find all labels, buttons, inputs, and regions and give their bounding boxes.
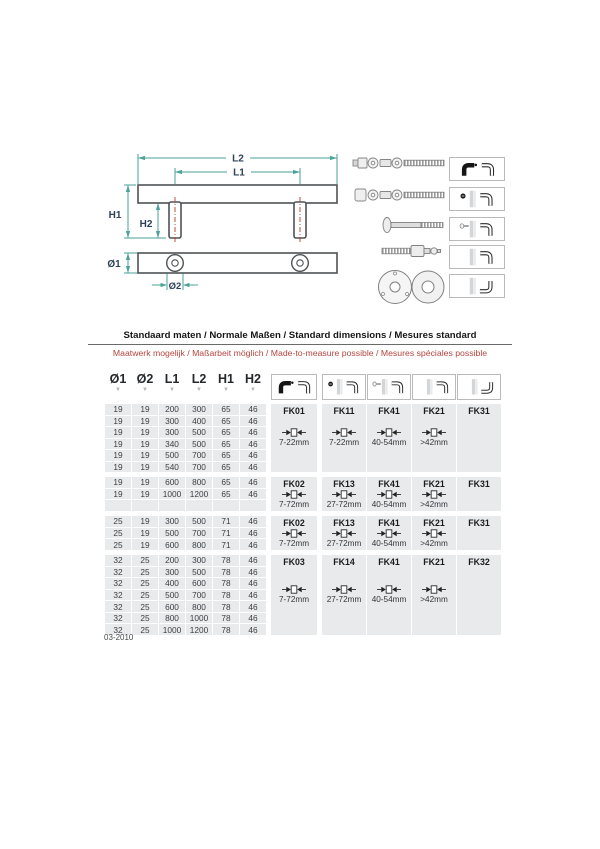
column-header-label: H1 <box>218 372 234 386</box>
table-cell: 19 <box>132 404 158 415</box>
table-cell: 1200 <box>186 489 212 500</box>
table-cell: 19 <box>132 427 158 438</box>
technical-drawing <box>100 140 350 310</box>
fk-mounting-cell <box>367 516 411 550</box>
table-cell: 46 <box>240 427 266 438</box>
door-thickness-icon <box>332 585 356 594</box>
fk-mounting-cell <box>412 477 456 511</box>
table-cell: 19 <box>132 439 158 450</box>
table-cell: 65 <box>213 439 239 450</box>
door-thickness-range: 40-54mm <box>371 595 407 604</box>
fk-code: FK13 <box>333 479 355 489</box>
table-cell: 46 <box>240 601 266 612</box>
table-cell: 46 <box>240 462 266 473</box>
fk-mounting-cell <box>412 516 456 550</box>
side-mounted-handle-icon <box>449 274 505 298</box>
fk-code: FK21 <box>423 518 445 528</box>
table-cell: 300 <box>159 516 185 527</box>
table-cell: 46 <box>240 624 266 635</box>
table-cell: 19 <box>105 439 131 450</box>
fk-mounting-cell <box>322 477 366 511</box>
table-cell: 25 <box>132 613 158 624</box>
table-cell: 25 <box>132 567 158 578</box>
fk-mounting-cell <box>271 555 317 635</box>
sort-triangle-icon: ▼ <box>142 387 148 393</box>
table-cell: 19 <box>105 450 131 461</box>
table-cell: 78 <box>213 578 239 589</box>
table-cell: 500 <box>159 528 185 539</box>
table-cell: 300 <box>186 555 212 566</box>
table-cell: 1000 <box>159 489 185 500</box>
door-thickness-range: 40-54mm <box>371 539 407 548</box>
fk-mounting-cell <box>412 404 456 472</box>
table-cell: 400 <box>186 416 212 427</box>
table-cell: 65 <box>213 404 239 415</box>
table-cell: 19 <box>132 489 158 500</box>
label-l1: L1 <box>233 167 245 179</box>
post-centerlines <box>175 197 300 244</box>
sort-triangle-icon: ▼ <box>196 387 202 393</box>
door-thickness-range: >42mm <box>420 438 448 447</box>
fk-mounting-cell <box>412 555 456 635</box>
table-cell: 19 <box>105 477 131 488</box>
column-header-label: Ø2 <box>136 372 154 386</box>
cap-nut-washers-sleeve-threaded-rod-icon <box>355 189 444 201</box>
sort-triangle-icon: ▼ <box>169 387 175 393</box>
table-cell: 46 <box>240 516 266 527</box>
table-cell: 19 <box>132 516 158 527</box>
fk-code: FK13 <box>333 518 355 528</box>
table-cell: 65 <box>213 416 239 427</box>
table-cell <box>159 500 185 511</box>
rosette-plates-icon <box>379 271 445 304</box>
table-cell: 65 <box>213 477 239 488</box>
fk-mounting-cell <box>367 404 411 472</box>
table-cell: 32 <box>105 590 131 601</box>
label-l2: L2 <box>232 153 244 165</box>
label-h2: H2 <box>139 219 153 230</box>
table-cell: 340 <box>159 439 185 450</box>
table-cell: 200 <box>159 404 185 415</box>
table-cell: 19 <box>105 404 131 415</box>
door-thickness-icon <box>422 428 446 437</box>
fastener-illustrations <box>352 145 448 307</box>
table-cell: 700 <box>186 528 212 539</box>
column-header <box>105 372 131 393</box>
table-cell: 46 <box>240 528 266 539</box>
door-thickness-icon <box>282 529 306 538</box>
table-cell: 65 <box>213 462 239 473</box>
label-h1: H1 <box>108 210 122 221</box>
label-d1: Ø1 <box>107 259 121 270</box>
threaded-rod-with-coupler-icon <box>382 246 441 257</box>
table-cell: 200 <box>159 555 185 566</box>
fk-code: FK41 <box>378 406 400 416</box>
door-handle-icon <box>412 374 456 400</box>
table-cell: 25 <box>105 516 131 527</box>
fk-mounting-cell <box>457 477 501 511</box>
fk-code: FK21 <box>423 406 445 416</box>
table-cell: 800 <box>186 601 212 612</box>
column-header <box>213 372 239 393</box>
edition-code: 03-2010 <box>104 633 134 642</box>
table-cell <box>186 500 212 511</box>
table-cell: 32 <box>105 555 131 566</box>
table-cell: 19 <box>132 528 158 539</box>
door-thickness-icon <box>422 585 446 594</box>
column-header <box>186 372 212 393</box>
door-thickness-range: 40-54mm <box>371 500 407 509</box>
fk-code: FK32 <box>468 557 490 567</box>
screw-head-door-handle-icon <box>449 187 505 211</box>
table-cell: 78 <box>213 613 239 624</box>
table-cell: 46 <box>240 578 266 589</box>
column-header-label: L2 <box>191 372 207 386</box>
table-cell: 65 <box>213 450 239 461</box>
table-cell: 1000 <box>186 613 212 624</box>
fk-mounting-cell <box>457 555 501 635</box>
fk-mounting-cell <box>271 477 317 511</box>
table-cell: 19 <box>132 450 158 461</box>
table-cell: 65 <box>213 427 239 438</box>
table-cell: 25 <box>132 578 158 589</box>
fk-code: FK41 <box>378 479 400 489</box>
table-cell: 25 <box>132 555 158 566</box>
table-cell: 1200 <box>186 624 212 635</box>
door-thickness-icon <box>282 428 306 437</box>
table-cell: 32 <box>105 624 131 635</box>
fk-mounting-cell <box>322 555 366 635</box>
table-cell: 46 <box>240 416 266 427</box>
door-thickness-icon <box>282 490 306 499</box>
fk-code: FK03 <box>283 557 305 567</box>
table-cell: 800 <box>159 613 185 624</box>
table-cell <box>240 500 266 511</box>
column-header-label: H2 <box>245 372 261 386</box>
stud-bolt-door-handle-icon <box>367 374 411 400</box>
table-cell: 500 <box>159 450 185 461</box>
door-thickness-icon <box>332 529 356 538</box>
table-cell: 19 <box>132 416 158 427</box>
table-cell: 600 <box>159 539 185 550</box>
table-cell: 700 <box>186 462 212 473</box>
table-cell: 46 <box>240 613 266 624</box>
screw-head-door-handle-icon <box>322 374 366 400</box>
sort-triangle-icon: ▼ <box>223 387 229 393</box>
table-cell: 600 <box>186 578 212 589</box>
table-cell: 46 <box>240 450 266 461</box>
through-bolt-icon <box>383 218 443 233</box>
table-cell: 46 <box>240 404 266 415</box>
door-thickness-range: 27-72mm <box>326 500 362 509</box>
fk-code: FK02 <box>283 518 305 528</box>
door-thickness-icon <box>377 490 401 499</box>
fk-code: FK21 <box>423 479 445 489</box>
fk-code: FK14 <box>333 557 355 567</box>
table-cell: 46 <box>240 477 266 488</box>
table-cell: 25 <box>132 590 158 601</box>
table-cell: 1000 <box>159 624 185 635</box>
table-cell: 600 <box>159 601 185 612</box>
table-cell: 19 <box>105 416 131 427</box>
door-thickness-range: 7-22mm <box>328 438 360 447</box>
table-cell: 19 <box>132 477 158 488</box>
table-cell: 65 <box>213 489 239 500</box>
table-cell: 700 <box>186 590 212 601</box>
table-cell: 78 <box>213 555 239 566</box>
door-thickness-range: >42mm <box>420 595 448 604</box>
column-header-label: Ø1 <box>109 372 127 386</box>
door-thickness-icon <box>282 585 306 594</box>
table-cell: 19 <box>105 427 131 438</box>
door-thickness-range: >42mm <box>420 500 448 509</box>
table-cell: 46 <box>240 590 266 601</box>
table-cell: 78 <box>213 567 239 578</box>
table-cell: 19 <box>132 462 158 473</box>
table-cell <box>132 500 158 511</box>
table-cell: 500 <box>186 516 212 527</box>
fk-mounting-cell <box>271 516 317 550</box>
door-thickness-range: >42mm <box>420 539 448 548</box>
sort-triangle-icon: ▼ <box>250 387 256 393</box>
table-cell: 800 <box>186 539 212 550</box>
dimension-group <box>105 516 266 550</box>
table-cell: 32 <box>105 578 131 589</box>
table-cell: 19 <box>132 539 158 550</box>
column-header <box>240 372 266 393</box>
door-thickness-icon <box>332 428 356 437</box>
fk-code: FK11 <box>333 406 355 416</box>
table-cell <box>213 500 239 511</box>
door-thickness-icon <box>422 529 446 538</box>
column-header <box>132 372 158 393</box>
fk-mounting-cell <box>457 404 501 472</box>
table-cell: 300 <box>159 416 185 427</box>
fk-mounting-cell <box>367 477 411 511</box>
table-cell: 32 <box>105 567 131 578</box>
table-cell: 25 <box>105 528 131 539</box>
dimension-group <box>105 404 266 472</box>
table-cell: 71 <box>213 516 239 527</box>
table-cell: 19 <box>105 489 131 500</box>
table-cell: 19 <box>105 462 131 473</box>
table-cell: 78 <box>213 590 239 601</box>
table-cell: 500 <box>159 590 185 601</box>
made-to-measure-heading: Maatwerk mogelijk / Maßarbeit möglich / Made-to-measure possible / Mesures spéciales possible <box>112 348 488 358</box>
table-cell: 46 <box>240 539 266 550</box>
door-thickness-range: 40-54mm <box>371 438 407 447</box>
door-thickness-icon <box>377 585 401 594</box>
table-cell: 500 <box>186 439 212 450</box>
fk-code: FK01 <box>283 406 305 416</box>
table-cell: 46 <box>240 567 266 578</box>
table-cell: 500 <box>186 567 212 578</box>
sort-triangle-icon: ▼ <box>115 387 121 393</box>
nut-washers-sleeve-threaded-rod-icon <box>353 158 444 168</box>
table-cell: 32 <box>105 613 131 624</box>
fk-mounting-cell <box>322 404 366 472</box>
door-thickness-range: 7-72mm <box>278 500 310 509</box>
table-cell: 600 <box>159 477 185 488</box>
door-thickness-icon <box>332 490 356 499</box>
door-thickness-icon <box>377 428 401 437</box>
table-cell: 25 <box>132 601 158 612</box>
door-thickness-range: 7-72mm <box>278 539 310 548</box>
table-cell: 78 <box>213 601 239 612</box>
headings-block <box>88 330 512 358</box>
fk-code: FK02 <box>283 479 305 489</box>
table-cell: 300 <box>186 404 212 415</box>
fk-mounting-cell <box>271 404 317 472</box>
table-cell: 46 <box>240 555 266 566</box>
fk-code: FK31 <box>468 518 490 528</box>
handle-bottom-view <box>138 253 337 273</box>
standard-dimensions-heading: Standaard maten / Normale Maßen / Standard dimensions / Mesures standard <box>88 330 512 345</box>
fk-code: FK41 <box>378 518 400 528</box>
stud-bolt-door-handle-icon <box>449 217 505 241</box>
table-cell: 32 <box>105 601 131 612</box>
door-thickness-range: 7-22mm <box>278 438 310 447</box>
table-cell: 800 <box>186 477 212 488</box>
column-header-label: L1 <box>164 372 180 386</box>
table-cell: 300 <box>159 567 185 578</box>
label-d2: Ø2 <box>168 281 182 292</box>
table-cell: 400 <box>159 578 185 589</box>
table-cell: 540 <box>159 462 185 473</box>
dimension-column-headers <box>105 372 266 393</box>
door-thickness-icon <box>377 529 401 538</box>
fk-mounting-cell <box>457 516 501 550</box>
table-cell <box>105 500 131 511</box>
table-cell: 78 <box>213 624 239 635</box>
table-cell: 300 <box>159 427 185 438</box>
table-cell: 25 <box>105 539 131 550</box>
door-thickness-range: 27-72mm <box>326 539 362 548</box>
dimension-group <box>105 477 266 511</box>
fk-mounting-cell <box>322 516 366 550</box>
table-cell: 46 <box>240 489 266 500</box>
table-cell: 500 <box>186 427 212 438</box>
table-cell: 700 <box>186 450 212 461</box>
table-cell: 25 <box>132 624 158 635</box>
table-cell: 71 <box>213 528 239 539</box>
handle-side-view <box>138 185 337 238</box>
handle-pair-icon <box>449 157 505 181</box>
dimension-group <box>105 555 266 635</box>
door-thickness-range: 27-72mm <box>326 595 362 604</box>
fk-code: FK31 <box>468 479 490 489</box>
side-mounted-handle-icon <box>457 374 501 400</box>
table-cell: 46 <box>240 439 266 450</box>
fk-code: FK21 <box>423 557 445 567</box>
fk-code: FK41 <box>378 557 400 567</box>
door-handle-icon <box>449 245 505 269</box>
column-header <box>159 372 185 393</box>
table-cell: 71 <box>213 539 239 550</box>
handle-pair-icon <box>271 374 317 400</box>
fk-code: FK31 <box>468 406 490 416</box>
door-thickness-icon <box>422 490 446 499</box>
door-thickness-range: 7-72mm <box>278 595 310 604</box>
fk-mounting-cell <box>367 555 411 635</box>
